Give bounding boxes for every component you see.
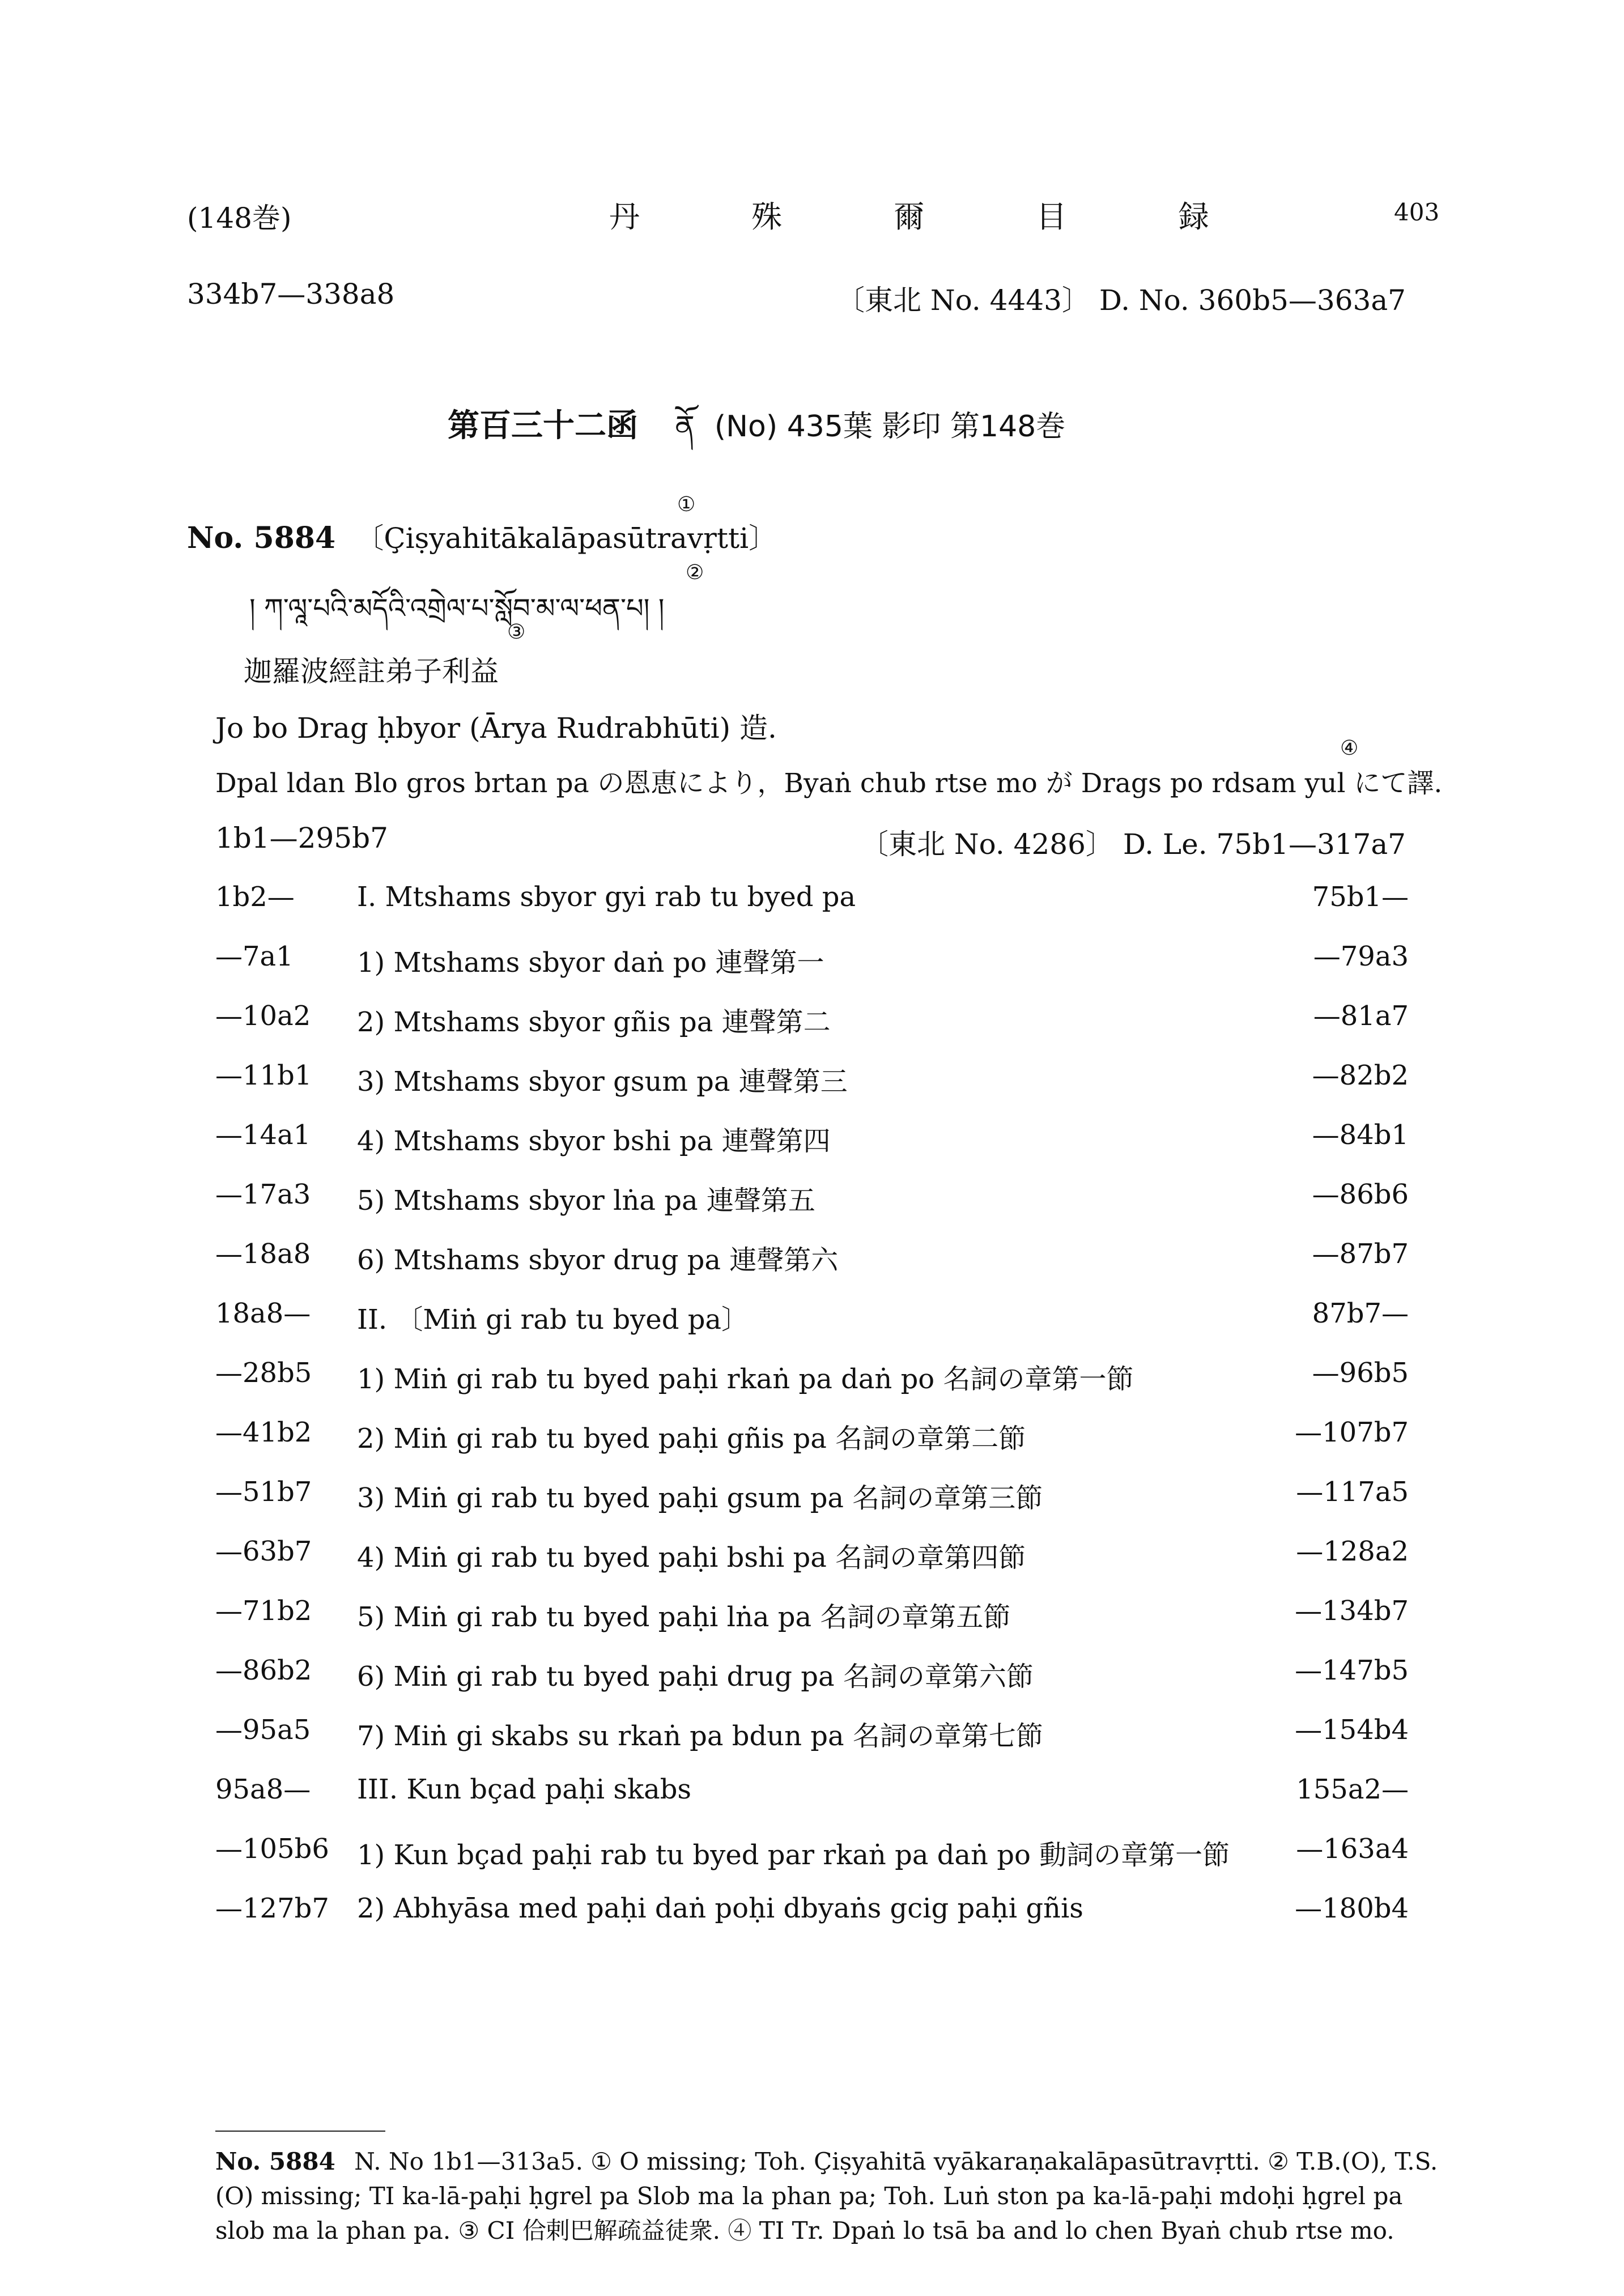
note-marker-2: ② (686, 561, 704, 584)
toc-row (0, 1595, 1624, 1635)
toc-title: 5) Miṅ gi rab tu byed paḥi lṅa pa 名詞の章第五節 (357, 1601, 1011, 1633)
toc-ref: —134b7 (1295, 1595, 1409, 1627)
toc-start: —7a1 (215, 941, 294, 972)
toc-start: —28b5 (215, 1357, 312, 1389)
toc-row (0, 881, 1624, 921)
toc-ref: —154b4 (1295, 1714, 1409, 1746)
toc-title: 6) Miṅ gi rab tu byed paḥi drug pa 名詞の章第六節 (357, 1661, 1034, 1693)
toc-title: II. 〔Miṅ gi rab tu byed pa〕 (357, 1304, 749, 1336)
footnote-divider (215, 2131, 385, 2132)
toc-row (0, 1179, 1624, 1218)
tibetan-title: ། ཀ་ལཱ་པའི་མདོའི་འགྲེལ་པ་སློབ་མ་ལ་ཕན་པ། ། (249, 593, 665, 624)
toc-ref: —147b5 (1295, 1655, 1409, 1686)
entry-number: No. 5884 (187, 521, 336, 555)
toc-ref: 87b7— (1312, 1298, 1409, 1329)
note-marker-1: ① (677, 493, 696, 516)
toc-row (0, 1893, 1624, 1932)
toc-title: 4) Mtshams sbyor bshi pa 連聲第四 (357, 1125, 831, 1157)
toc-row (0, 1774, 1624, 1813)
page-number: 403 (1394, 198, 1440, 226)
toc-row (0, 1060, 1624, 1099)
catalogue-title: 丹 殊 爾 目 録 (609, 199, 1260, 235)
toc-ref: —180b4 (1295, 1893, 1409, 1924)
toc-ref: —81a7 (1313, 1000, 1409, 1032)
folio-range-text: 334b7—338a8 (187, 278, 395, 311)
toc-start: —17a3 (215, 1179, 311, 1210)
toc-row (0, 1119, 1624, 1159)
toc-ref: 155a2— (1296, 1774, 1409, 1805)
section-heading (448, 394, 1065, 477)
toc-title: 3) Mtshams sbyor gsum pa 連聲第三 (357, 1066, 848, 1098)
toc-start: —41b2 (215, 1417, 312, 1448)
toc-title: 2) Miṅ gi rab tu byed paḥi gñis pa 名詞の章第二節 (357, 1423, 1026, 1455)
section-title: 第百三十二函 (448, 407, 638, 444)
toc-title: 6) Mtshams sbyor drug pa 連聲第六 (357, 1244, 839, 1276)
toc-start: —14a1 (215, 1119, 311, 1151)
catalogue-ref: 〔東北 No. 4443〕 D. No. 360b5—363a7 (836, 284, 1406, 317)
footnote (215, 2145, 1439, 2248)
toc-row (0, 1536, 1624, 1575)
toc-title: 3) Miṅ gi rab tu byed paḥi gsum pa 名詞の章第三節 (357, 1482, 1043, 1514)
toc-start: 18a8— (215, 1298, 311, 1329)
toc-title: I. Mtshams sbyor gyi rab tu byed pa (357, 881, 856, 913)
section-details: (No) 435葉 影印 第148巻 (714, 410, 1066, 444)
toc-ref: —87b7 (1312, 1238, 1409, 1270)
toc-ref: —84b1 (1312, 1119, 1409, 1151)
toc-ref: —86b6 (1312, 1179, 1409, 1210)
toc-title: 5) Mtshams sbyor lṅa pa 連聲第五 (357, 1185, 815, 1217)
toc-row (0, 1476, 1624, 1516)
toc-start: —105b6 (215, 1833, 329, 1865)
footnote-label: No. 5884 (215, 2148, 335, 2175)
toc-ref: —117a5 (1296, 1476, 1409, 1508)
toc-ref: —82b2 (1312, 1060, 1409, 1091)
toc-start: —51b7 (215, 1476, 312, 1508)
sanskrit-title: 〔Çiṣyahitākalāpasūtravṛtti〕 (355, 522, 777, 555)
entry-range-right: 〔東北 No. 4286〕 D. Le. 75b1—317a7 (860, 828, 1406, 861)
author-line: Jo bo Drag ḥbyor (Ārya Rudrabhūti) 造. (215, 712, 777, 745)
note-marker-4: ④ (1340, 737, 1359, 760)
toc-title: 2) Abhyāsa med paḥi daṅ poḥi dbyaṅs gcig paḥi gñis (357, 1893, 1083, 1924)
toc-start: 95a8— (215, 1774, 311, 1805)
section-tib-letter: ནོ (675, 410, 695, 444)
toc-title: 1) Miṅ gi rab tu byed paḥi rkaṅ pa daṅ po 名詞の章第一節 (357, 1363, 1134, 1395)
folio-range-left (187, 278, 394, 311)
toc-row (0, 1298, 1624, 1337)
folio-range-right (836, 278, 1406, 318)
entry-range-left: 1b1—295b7 (215, 822, 388, 854)
toc-row (0, 1417, 1624, 1456)
toc-title: 1) Kun bçad paḥi rab tu byed par rkaṅ pa daṅ po 動詞の章第一節 (357, 1839, 1230, 1871)
toc-ref: —107b7 (1295, 1417, 1409, 1448)
toc-row (0, 1714, 1624, 1754)
toc-start: 1b2— (215, 881, 295, 913)
toc-title: 1) Mtshams sbyor daṅ po 連聲第一 (357, 947, 824, 979)
toc-start: —127b7 (215, 1893, 329, 1924)
note-marker-3: ③ (507, 620, 526, 644)
toc-title: 7) Miṅ gi skabs su rkaṅ pa bdun pa 名詞の章第七節 (357, 1720, 1043, 1752)
chinese-title: 迦羅波經註弟子利益 (244, 655, 499, 688)
toc-row (0, 1000, 1624, 1040)
toc-row (0, 1357, 1624, 1397)
footnote-text: N. No 1b1—313a5. ① O missing; Toh. Çiṣyahitā vyākaraṇakalāpasūtravṛtti. ② T.B.(O), T.S.(O) missing; TI ka-lā-paḥi ḥgrel pa Slob ma la phan pa; Toh. Luṅ ston pa ka-lā-paḥi mdoḥi ḥgrel pa slob ma la phan pa. ③ CI 佮剌巴解疏益徒衆. ④ TI Tr. Dpaṅ lo tsā ba and lo chen Byaṅ chub rtse mo. (215, 2148, 1438, 2244)
toc-start: —11b1 (215, 1060, 312, 1091)
toc-title: III. Kun bçad paḥi skabs (357, 1774, 692, 1805)
toc-start: —63b7 (215, 1536, 312, 1567)
toc-start: —18a8 (215, 1238, 311, 1270)
toc-ref: —128a2 (1296, 1536, 1409, 1567)
entry-heading (187, 516, 777, 556)
toc-ref: —79a3 (1313, 941, 1409, 972)
toc-ref: 75b1— (1312, 881, 1409, 913)
toc-start: —86b2 (215, 1655, 312, 1686)
translation-line: Dpal ldan Blo gros brtan pa の恩恵により，Byaṅ chub rtse mo が Drags po rdsam yul にて譯. (215, 768, 1443, 799)
toc-row (0, 1655, 1624, 1694)
toc-start: —95a5 (215, 1714, 311, 1746)
volume-label: (148巻) (187, 202, 292, 235)
toc-start: —71b2 (215, 1595, 312, 1627)
toc-row (0, 1833, 1624, 1873)
toc-row (0, 1238, 1624, 1278)
toc-title: 2) Mtshams sbyor gñis pa 連聲第二 (357, 1006, 831, 1038)
toc-ref: —163a4 (1296, 1833, 1409, 1865)
toc-row (0, 941, 1624, 980)
toc-title: 4) Miṅ gi rab tu byed paḥi bshi pa 名詞の章第四節 (357, 1542, 1026, 1574)
toc-ref: —96b5 (1312, 1357, 1409, 1389)
toc-start: —10a2 (215, 1000, 311, 1032)
